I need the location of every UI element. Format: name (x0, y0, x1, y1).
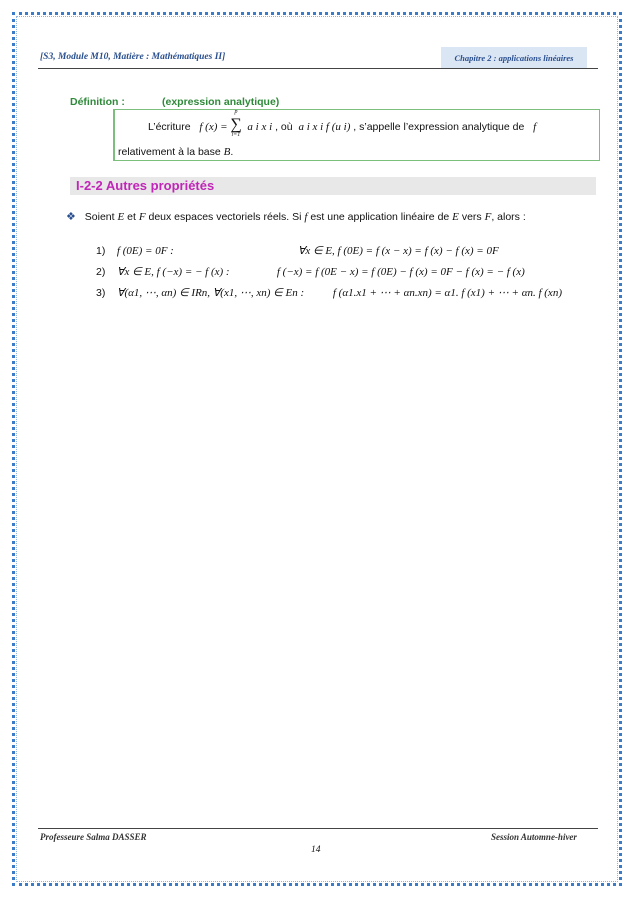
formula-f: f (533, 121, 537, 133)
intro-math: F (138, 211, 146, 223)
sum-lower-bound: i=1 (231, 132, 241, 138)
intro-math: f (304, 211, 308, 223)
sum-symbol (230, 109, 244, 138)
definition-line-2 (118, 146, 233, 158)
header-chapter: Chapitre 2 : applications linéaires (441, 47, 587, 69)
section-title: I-2-2 Autres propriétés (76, 178, 215, 193)
diamond-bullet-icon: ❖ (66, 211, 76, 223)
header-rule (38, 68, 598, 69)
property-statement: ∀x ∈ E, f (−x) = − f (x) : (116, 266, 230, 278)
property-1 (96, 244, 499, 257)
property-proof: f (α1.x1 + ⋯ + αn.xn) = α1. f (x1) + ⋯ + αn. f (xn) (332, 287, 562, 299)
header-course: [S3, Module M10, Matière : Mathématiques II] (40, 52, 226, 62)
definition-line-1 (148, 109, 537, 138)
intro-text: vers (461, 211, 482, 223)
definition-text: , où (275, 121, 293, 133)
property-proof: f (−x) = f (0E − x) = f (0E) − f (x) = 0F − f (x) = − f (x) (276, 266, 525, 278)
intro-text: Soient (84, 211, 115, 223)
formula-sum-term: a i x i (247, 121, 273, 133)
intro-text: est une application linéaire de (310, 211, 450, 223)
intro-math: E (117, 211, 125, 223)
property-3 (96, 286, 562, 299)
intro-text: , alors : (491, 211, 526, 223)
property-proof: ∀x ∈ E, f (0E) = f (x − x) = f (x) − f (x) = 0F (297, 245, 499, 257)
sigma-glyph: ∑ (230, 116, 242, 133)
footer-rule (38, 828, 598, 829)
intro-math: E (452, 211, 459, 223)
definition-text: L’écriture (148, 121, 191, 133)
intro-text: deux espaces vectoriels réels. Si (148, 211, 302, 223)
footer-author: Professeure Salma DASSER (40, 832, 147, 842)
intro-math: F (484, 211, 492, 223)
definition-text: relativement à la base (118, 146, 221, 158)
definition-title: Définition : (70, 96, 125, 108)
sum-upper-bound: p (234, 109, 238, 115)
page-number: 14 (311, 845, 321, 855)
property-number: 1) (96, 245, 106, 257)
definition-text: . (230, 146, 234, 158)
footer-session: Session Automne-hiver (491, 832, 577, 842)
property-2 (96, 265, 525, 278)
property-statement: ∀(α1, ⋯, αn) ∈ IRn, ∀(x1, ⋯, xn) ∈ En : (116, 287, 305, 299)
property-statement: f (0E) = 0F : (116, 245, 174, 257)
formula-term: a i x i f (u i) (298, 121, 351, 133)
formula-fx: f (x) = (199, 121, 228, 133)
property-number: 2) (96, 266, 106, 278)
property-number: 3) (96, 287, 106, 299)
intro-sentence (66, 210, 526, 223)
formula-basis: B (223, 146, 231, 158)
definition-text: , s’appelle l’expression analytique de (353, 121, 525, 133)
intro-text: et (127, 211, 136, 223)
definition-subtitle: (expression analytique) (162, 96, 280, 108)
